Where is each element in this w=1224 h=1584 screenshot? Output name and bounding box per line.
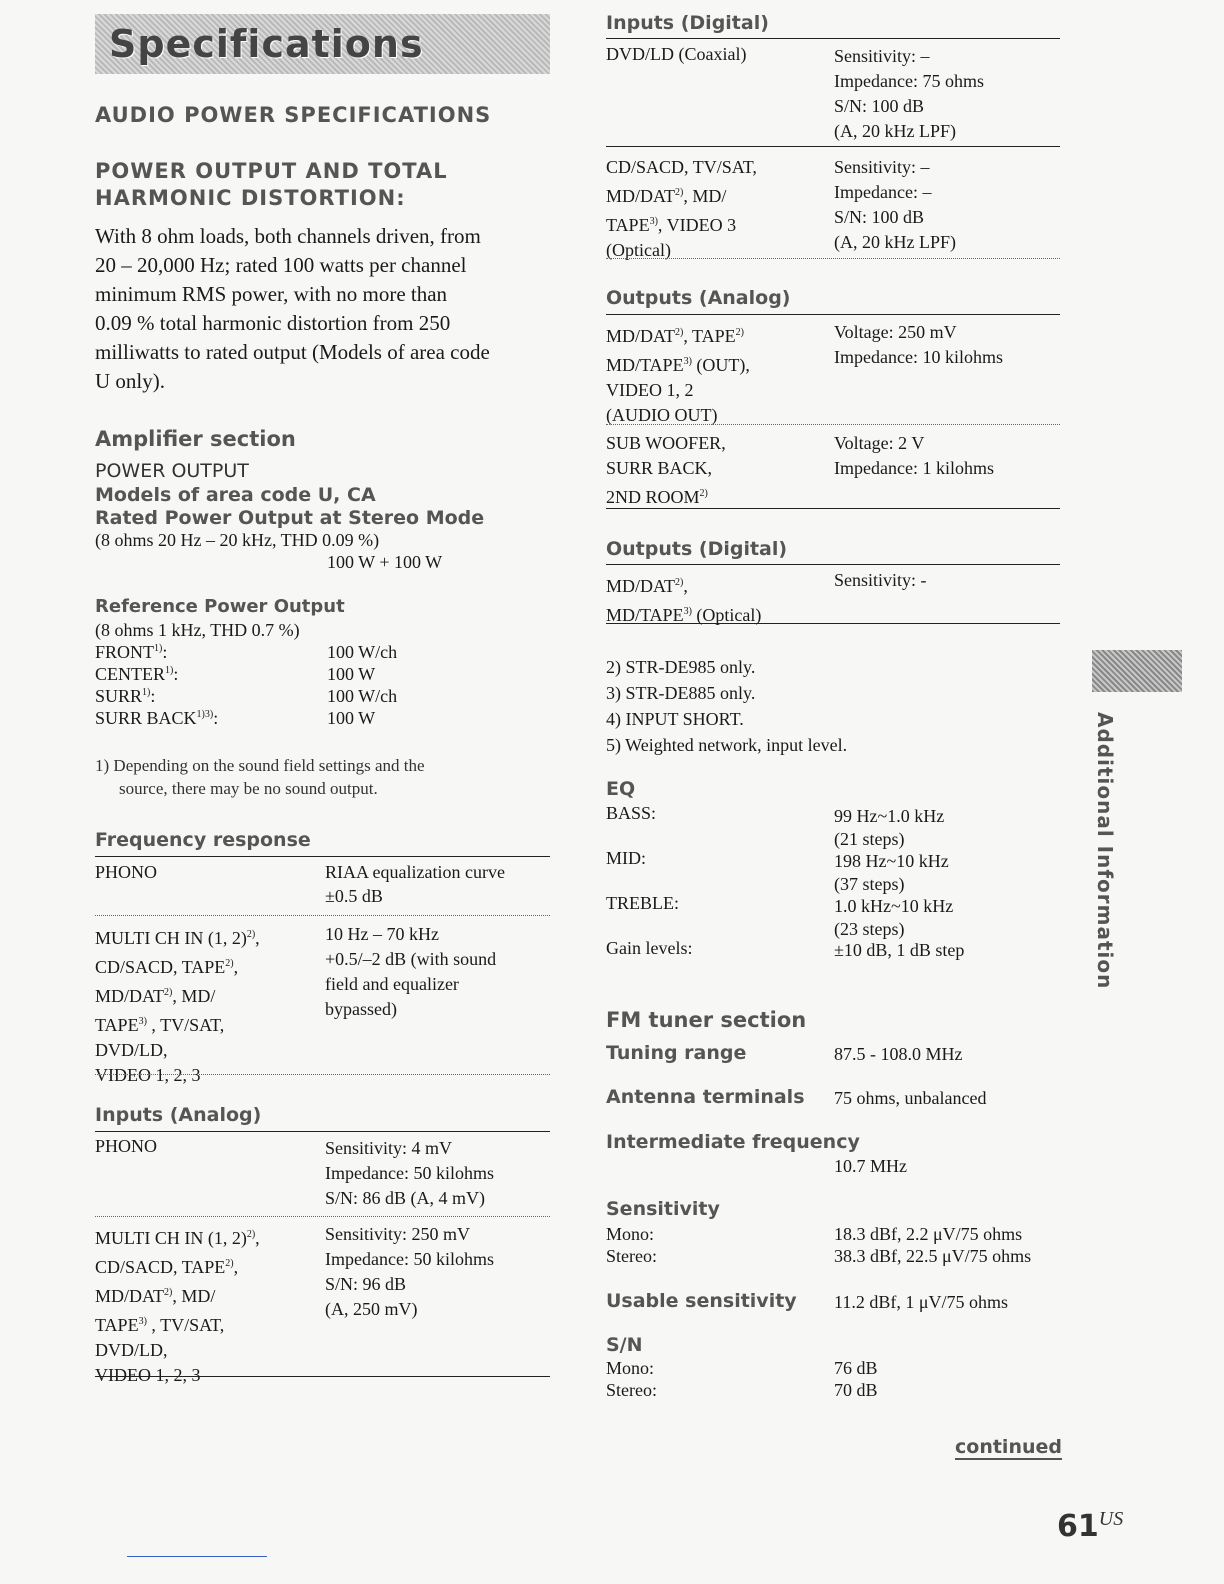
divider <box>606 38 1060 39</box>
eq-mid-label: MID: <box>606 848 646 868</box>
divider <box>95 915 550 916</box>
if-label: Intermediate frequency <box>606 1131 860 1153</box>
power-body-text <box>95 222 490 396</box>
freq-multi-values: 10 Hz – 70 kHz +0.5/–2 dB (with sound field and equalizer bypassed) <box>325 924 497 1019</box>
reference-power-heading: Reference Power Output <box>95 596 345 617</box>
inputs-digital-heading: Inputs (Digital) <box>606 12 769 34</box>
divider <box>606 623 1060 624</box>
divider <box>95 1074 550 1075</box>
reference-value: 100 W <box>327 664 376 684</box>
ia-multi-labels: MULTI CH IN (1, 2)$^{2)}$, CD/SACD, TAPE$^{2)}$, MD/DAT$^{2)}$, MD/ TAPE$^{3)}$ , TV/SAT, DVD/LD, VIDEO 1, 2, 3 <box>95 1228 260 1385</box>
eq-gain-value: ±10 dB, 1 dB step <box>834 940 965 960</box>
divider <box>606 564 1060 565</box>
divider <box>606 314 1060 315</box>
oa1-labels: MD/DAT$^{2)}$, TAPE$^{2)}$ MD/TAPE$^{3)}$ (OUT), VIDEO 1, 2 (AUDIO OUT) <box>606 326 750 425</box>
oa1-values: Voltage: 250 mV Impedance: 10 kilohms <box>834 322 1003 367</box>
rated-value: 100 W + 100 W <box>327 552 443 572</box>
reference-row: SURR$^{1)}$: <box>95 686 156 706</box>
fm-tuner-heading: FM tuner section <box>606 1008 807 1032</box>
sn-stereo-label: Stereo: <box>606 1380 657 1400</box>
cd-labels: CD/SACD, TV/SAT, MD/DAT$^{2)}$, MD/ TAPE$^{3)}$, VIDEO 3 (Optical) <box>606 157 757 260</box>
power-output-subheading: POWER OUTPUT <box>95 460 249 482</box>
reference-value: 100 W/ch <box>327 686 398 706</box>
page-number: $61^{US}$ <box>1057 1508 1124 1544</box>
tuning-range-label: Tuning range <box>606 1042 747 1064</box>
models-heading: Models of area code U, CA <box>95 484 376 506</box>
outputs-analog-heading: Outputs (Analog) <box>606 287 791 309</box>
ia-phono-label: PHONO <box>95 1136 158 1156</box>
freq-multi-labels: MULTI CH IN (1, 2)$^{2)}$, CD/SACD, TAPE$^{2)}$, MD/DAT$^{2)}$, MD/ TAPE$^{3)}$ , TV/SAT, DVD/LD, VIDEO 1, 2, 3 <box>95 928 260 1085</box>
frequency-response-heading: Frequency response <box>95 829 311 851</box>
sens-mono-label: Mono: <box>606 1224 655 1244</box>
sn-mono-value: 76 dB <box>834 1358 878 1378</box>
page-title: Specifications <box>109 22 424 66</box>
eq-gain-label: Gain levels: <box>606 938 693 958</box>
sn-heading: S/N <box>606 1334 643 1356</box>
eq-bass-value: 99 Hz~1.0 kHz (21 steps) <box>834 806 945 849</box>
body-line: With 8 ohm loads, both channels driven, from <box>95 224 481 248</box>
footnote-1-line-1: 1) Depending on the sound field settings and the <box>95 756 425 775</box>
side-tab-label: Additional Information <box>1093 712 1117 990</box>
body-line: 0.09 % total harmonic distortion from 250 <box>95 311 451 335</box>
antenna-value: 75 ohms, unbalanced <box>834 1088 987 1108</box>
divider <box>606 508 1060 509</box>
rated-conditions: (8 ohms 20 Hz – 20 kHz, THD 0.09 %) <box>95 530 380 550</box>
amplifier-section-heading: Amplifier section <box>95 427 296 451</box>
oa2-values: Voltage: 2 V Impedance: 1 kilohms <box>834 433 994 478</box>
reference-row: CENTER$^{1)}$: <box>95 664 179 684</box>
power-output-heading-2: HARMONIC DISTORTION: <box>95 186 406 210</box>
sens-mono-value: 18.3 dBf, 2.2 μV/75 ohms <box>834 1224 1023 1244</box>
eq-treble-value: 1.0 kHz~10 kHz (23 steps) <box>834 896 954 939</box>
ia-phono-values: Sensitivity: 4 mV Impedance: 50 kilohms S/N: 86 dB (A, 4 mV) <box>325 1138 494 1208</box>
right-footnotes: 2) STR-DE985 only. 3) STR-DE885 only. 4) INPUT SHORT. 5) Weighted network, input level. <box>606 657 848 755</box>
body-line: U only). <box>95 369 165 393</box>
reference-conditions: (8 ohms 1 kHz, THD 0.7 %) <box>95 620 300 640</box>
ia-multi-values: Sensitivity: 250 mV Impedance: 50 kilohms S/N: 96 dB (A, 250 mV) <box>325 1224 494 1319</box>
sens-stereo-value: 38.3 dBf, 22.5 μV/75 ohms <box>834 1246 1032 1266</box>
divider <box>606 424 1060 425</box>
body-line: minimum RMS power, with no more than <box>95 282 448 306</box>
eq-heading: EQ <box>606 778 636 800</box>
eq-mid-value: 198 Hz~10 kHz (37 steps) <box>834 851 949 894</box>
od-labels: MD/DAT$^{2)}$, MD/TAPE$^{3)}$ (Optical) <box>606 576 762 625</box>
power-output-heading-1: POWER OUTPUT AND TOTAL <box>95 159 448 183</box>
reference-value: 100 W/ch <box>327 642 398 662</box>
antenna-label: Antenna terminals <box>606 1086 805 1108</box>
body-line: 20 – 20,000 Hz; rated 100 watts per channel <box>95 253 467 277</box>
footnote-1-line-2: source, there may be no sound output. <box>119 779 378 798</box>
dvd-label: DVD/LD (Coaxial) <box>606 44 747 64</box>
outputs-digital-heading: Outputs (Digital) <box>606 538 788 560</box>
section-banner <box>95 14 550 74</box>
divider <box>95 1216 550 1217</box>
dvd-values: Sensitivity: – Impedance: 75 ohms S/N: 100 dB (A, 20 kHz LPF) <box>834 46 984 141</box>
reference-row: FRONT$^{1)}$: <box>95 642 168 662</box>
oa2-labels: SUB WOOFER, SURR BACK, 2ND ROOM$^{2)}$ <box>606 433 726 507</box>
divider <box>95 1131 550 1132</box>
divider <box>95 856 550 857</box>
body-line: milliwatts to rated output (Models of area code <box>95 340 490 364</box>
rated-stereo-heading: Rated Power Output at Stereo Mode <box>95 507 485 529</box>
usable-sensitivity-value: 11.2 dBf, 1 μV/75 ohms <box>834 1292 1008 1312</box>
divider <box>95 1376 550 1377</box>
tuning-range-value: 87.5 - 108.0 MHz <box>834 1044 963 1064</box>
freq-phono-value-2: ±0.5 dB <box>325 886 383 906</box>
if-value: 10.7 MHz <box>834 1156 907 1176</box>
continued-label: continued <box>955 1436 1062 1458</box>
sens-stereo-label: Stereo: <box>606 1246 657 1266</box>
freq-phono-label: PHONO <box>95 862 158 882</box>
freq-phono-value-1: RIAA equalization curve <box>325 862 505 882</box>
sn-stereo-value: 70 dB <box>834 1380 878 1400</box>
reference-row: SURR $BACK^{1)3)}$: <box>95 708 219 728</box>
bottom-rule <box>127 1556 267 1557</box>
reference-value: 100 W <box>327 708 376 728</box>
cd-values: Sensitivity: – Impedance: – S/N: 100 dB (A, 20 kHz LPF) <box>834 157 956 252</box>
eq-treble-label: TREBLE: <box>606 893 679 913</box>
sn-mono-label: Mono: <box>606 1358 655 1378</box>
usable-sensitivity-label: Usable sensitivity <box>606 1290 797 1312</box>
side-tab-marker <box>1092 650 1182 692</box>
sensitivity-heading: Sensitivity <box>606 1198 720 1220</box>
divider <box>606 146 1060 147</box>
inputs-analog-heading: Inputs (Analog) <box>95 1104 262 1126</box>
od-value: Sensitivity: - <box>834 570 927 590</box>
divider <box>606 258 1060 259</box>
eq-bass-label: BASS: <box>606 803 657 823</box>
audio-power-heading: AUDIO POWER SPECIFICATIONS <box>95 103 492 127</box>
